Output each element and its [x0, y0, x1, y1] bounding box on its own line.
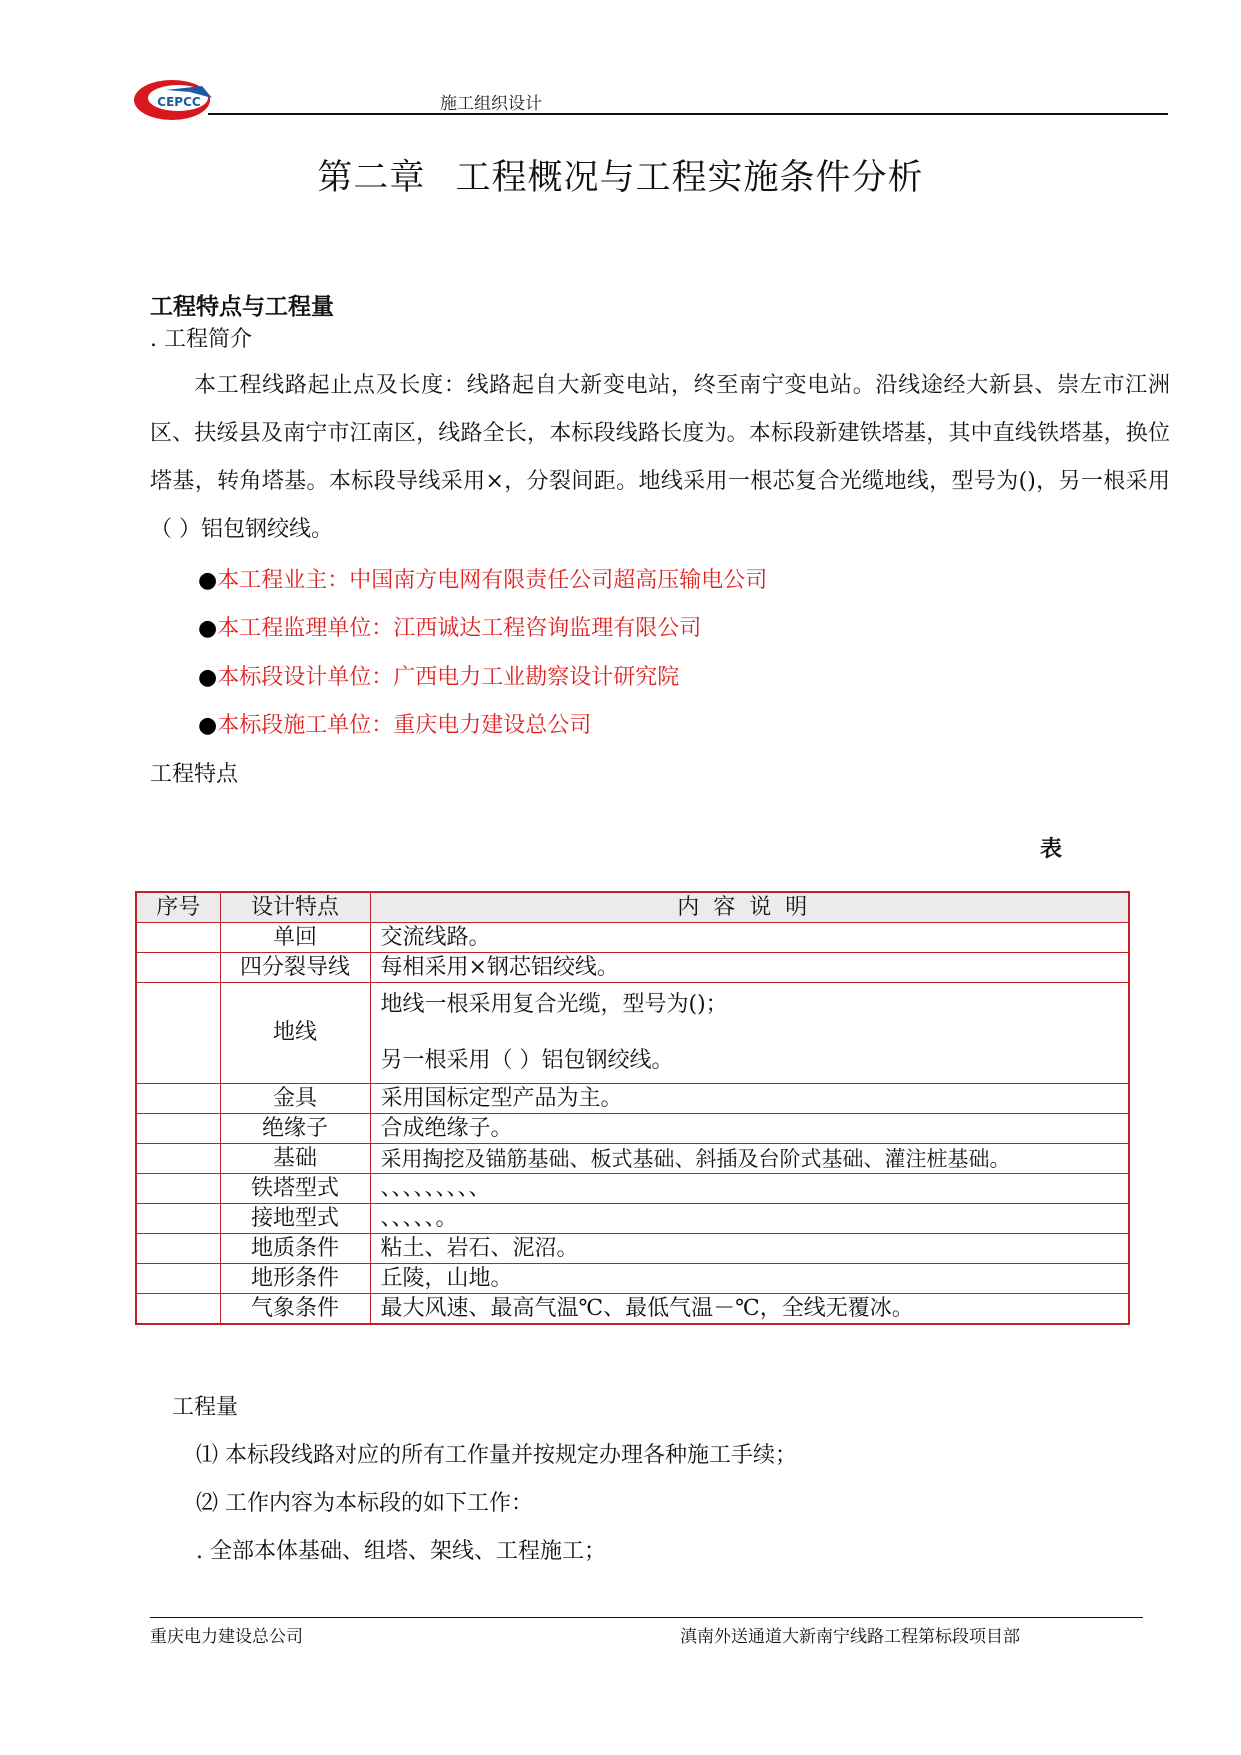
- cell-no: [136, 1234, 220, 1264]
- cell-feature: 基础: [220, 1144, 370, 1174]
- cell-feature: 金具: [220, 1084, 370, 1114]
- cell-feature: 四分裂导线: [220, 953, 370, 983]
- cell-desc: 、、、、、。: [370, 1204, 1129, 1234]
- cell-desc: 粘土、岩石、泥沼。: [370, 1234, 1129, 1264]
- header-rule: [208, 113, 1168, 115]
- header-no: 序号: [136, 892, 220, 923]
- table-row: [136, 1234, 1129, 1264]
- cell-no: [136, 1084, 220, 1114]
- bullet-text: 本工程监理单位：江西诚达工程咨询监理有限公司: [217, 616, 702, 641]
- footer-company: 重庆电力建设总公司: [150, 1627, 303, 1647]
- bullet-dot: ●: [198, 665, 218, 690]
- header-desc: 内容说明: [370, 892, 1129, 923]
- table-row: [136, 1174, 1129, 1204]
- company-logo: [132, 78, 216, 122]
- cell-desc: 丘陵，山地。: [370, 1264, 1129, 1294]
- cell-desc: 采用国标定型产品为主。: [370, 1084, 1129, 1114]
- table-label: 表: [1040, 837, 1063, 862]
- cell-feature: 绝缘子: [220, 1114, 370, 1144]
- table-row: [136, 983, 1129, 1084]
- cell-no: [136, 923, 220, 953]
- cell-no: [136, 1114, 220, 1144]
- cell-feature: 地线: [220, 983, 370, 1084]
- cell-desc-line: 另一根采用（ ）铝包钢绞线。: [380, 1048, 674, 1073]
- chapter-title: 第二章 工程概况与工程实施条件分析: [317, 158, 924, 198]
- cell-feature: 单回: [220, 923, 370, 953]
- cell-desc: 、、、、、、、、、: [370, 1174, 1129, 1204]
- header-feature: 设计特点: [220, 892, 370, 923]
- cell-desc: [370, 983, 1129, 1084]
- cell-desc: 采用掏挖及锚筋基础、板式基础、斜插及台阶式基础、灌注桩基础。: [370, 1144, 1129, 1174]
- cell-feature: 铁塔型式: [220, 1174, 370, 1204]
- cell-desc: 合成绝缘子。: [370, 1114, 1129, 1144]
- footer-rule: [150, 1617, 1143, 1618]
- cell-feature: 地形条件: [220, 1264, 370, 1294]
- footer-project: 滇南外送通道大新南宁线路工程第标段项目部: [680, 1627, 1020, 1647]
- logo-text: CEPCC: [157, 95, 201, 109]
- quantity-item: . 全部本体基础、组塔、架线、工程施工；: [196, 1539, 606, 1564]
- intro-paragraph: 本工程线路起止点及长度：线路起自大新变电站，终至南宁变电站。沿线途经大新县、崇左市江洲区、扶绥县及南宁市江南区，线路全长，本标段线路长度为。本标段新建铁塔基，其中直线铁塔基，换位塔基，转角塔基。本标段导线采用×，分裂间距。地线采用一根芯复合光缆地线，型号为()，另一根采用（ ）铝包钢绞线。: [150, 373, 1170, 542]
- bullet-owner: [198, 563, 767, 594]
- table-row: [136, 1084, 1129, 1114]
- cell-feature: 气象条件: [220, 1294, 370, 1325]
- table-row: [136, 1114, 1129, 1144]
- cell-feature: 接地型式: [220, 1204, 370, 1234]
- bullet-supervisor: [198, 611, 701, 642]
- features-label: 工程特点: [150, 762, 239, 787]
- table-row: [136, 1204, 1129, 1234]
- bullet-text: 本工程业主：中国南方电网有限责任公司超高压输电公司: [217, 568, 768, 593]
- table-row: [136, 953, 1129, 983]
- cell-desc: 最大风速、最高气温℃、最低气温－℃，全线无覆冰。: [370, 1294, 1129, 1325]
- cell-no: [136, 953, 220, 983]
- quantity-item: ⑵ 工作内容为本标段的如下工作：: [196, 1491, 533, 1516]
- bullet-dot: ●: [198, 713, 218, 738]
- cell-no: [136, 1144, 220, 1174]
- bullet-designer: [198, 660, 679, 691]
- cell-no: [136, 1264, 220, 1294]
- cell-desc: 交流线路。: [370, 923, 1129, 953]
- cell-no: [136, 1174, 220, 1204]
- cell-desc-line: 地线一根采用复合光缆，型号为()；: [380, 992, 728, 1017]
- table-row: [136, 1294, 1129, 1325]
- bullet-constructor: [198, 708, 591, 739]
- cell-no: [136, 1294, 220, 1325]
- header-label: 施工组织设计: [440, 94, 542, 114]
- cell-no: [136, 1204, 220, 1234]
- bullet-dot: ●: [198, 568, 218, 593]
- table-row: [136, 1264, 1129, 1294]
- quantity-label: 工程量: [172, 1395, 239, 1420]
- cell-no: [136, 983, 220, 1084]
- table-row: [136, 1144, 1129, 1174]
- bullet-text: 本标段设计单位：广西电力工业勘察设计研究院: [217, 665, 680, 690]
- cell-desc: 每相采用×钢芯铝绞线。: [370, 953, 1129, 983]
- quantity-item: ⑴ 本标段线路对应的所有工作量并按规定办理各种施工手续；: [196, 1443, 797, 1468]
- subsection-intro-heading: . 工程简介: [150, 327, 252, 352]
- bullet-dot: ●: [198, 616, 218, 641]
- table-row: [136, 923, 1129, 953]
- table-header-row: [136, 892, 1129, 923]
- bullet-text: 本标段施工单位：重庆电力建设总公司: [217, 713, 592, 738]
- features-table: [135, 891, 1130, 1325]
- section-heading: 工程特点与工程量: [150, 294, 334, 320]
- cell-feature: 地质条件: [220, 1234, 370, 1264]
